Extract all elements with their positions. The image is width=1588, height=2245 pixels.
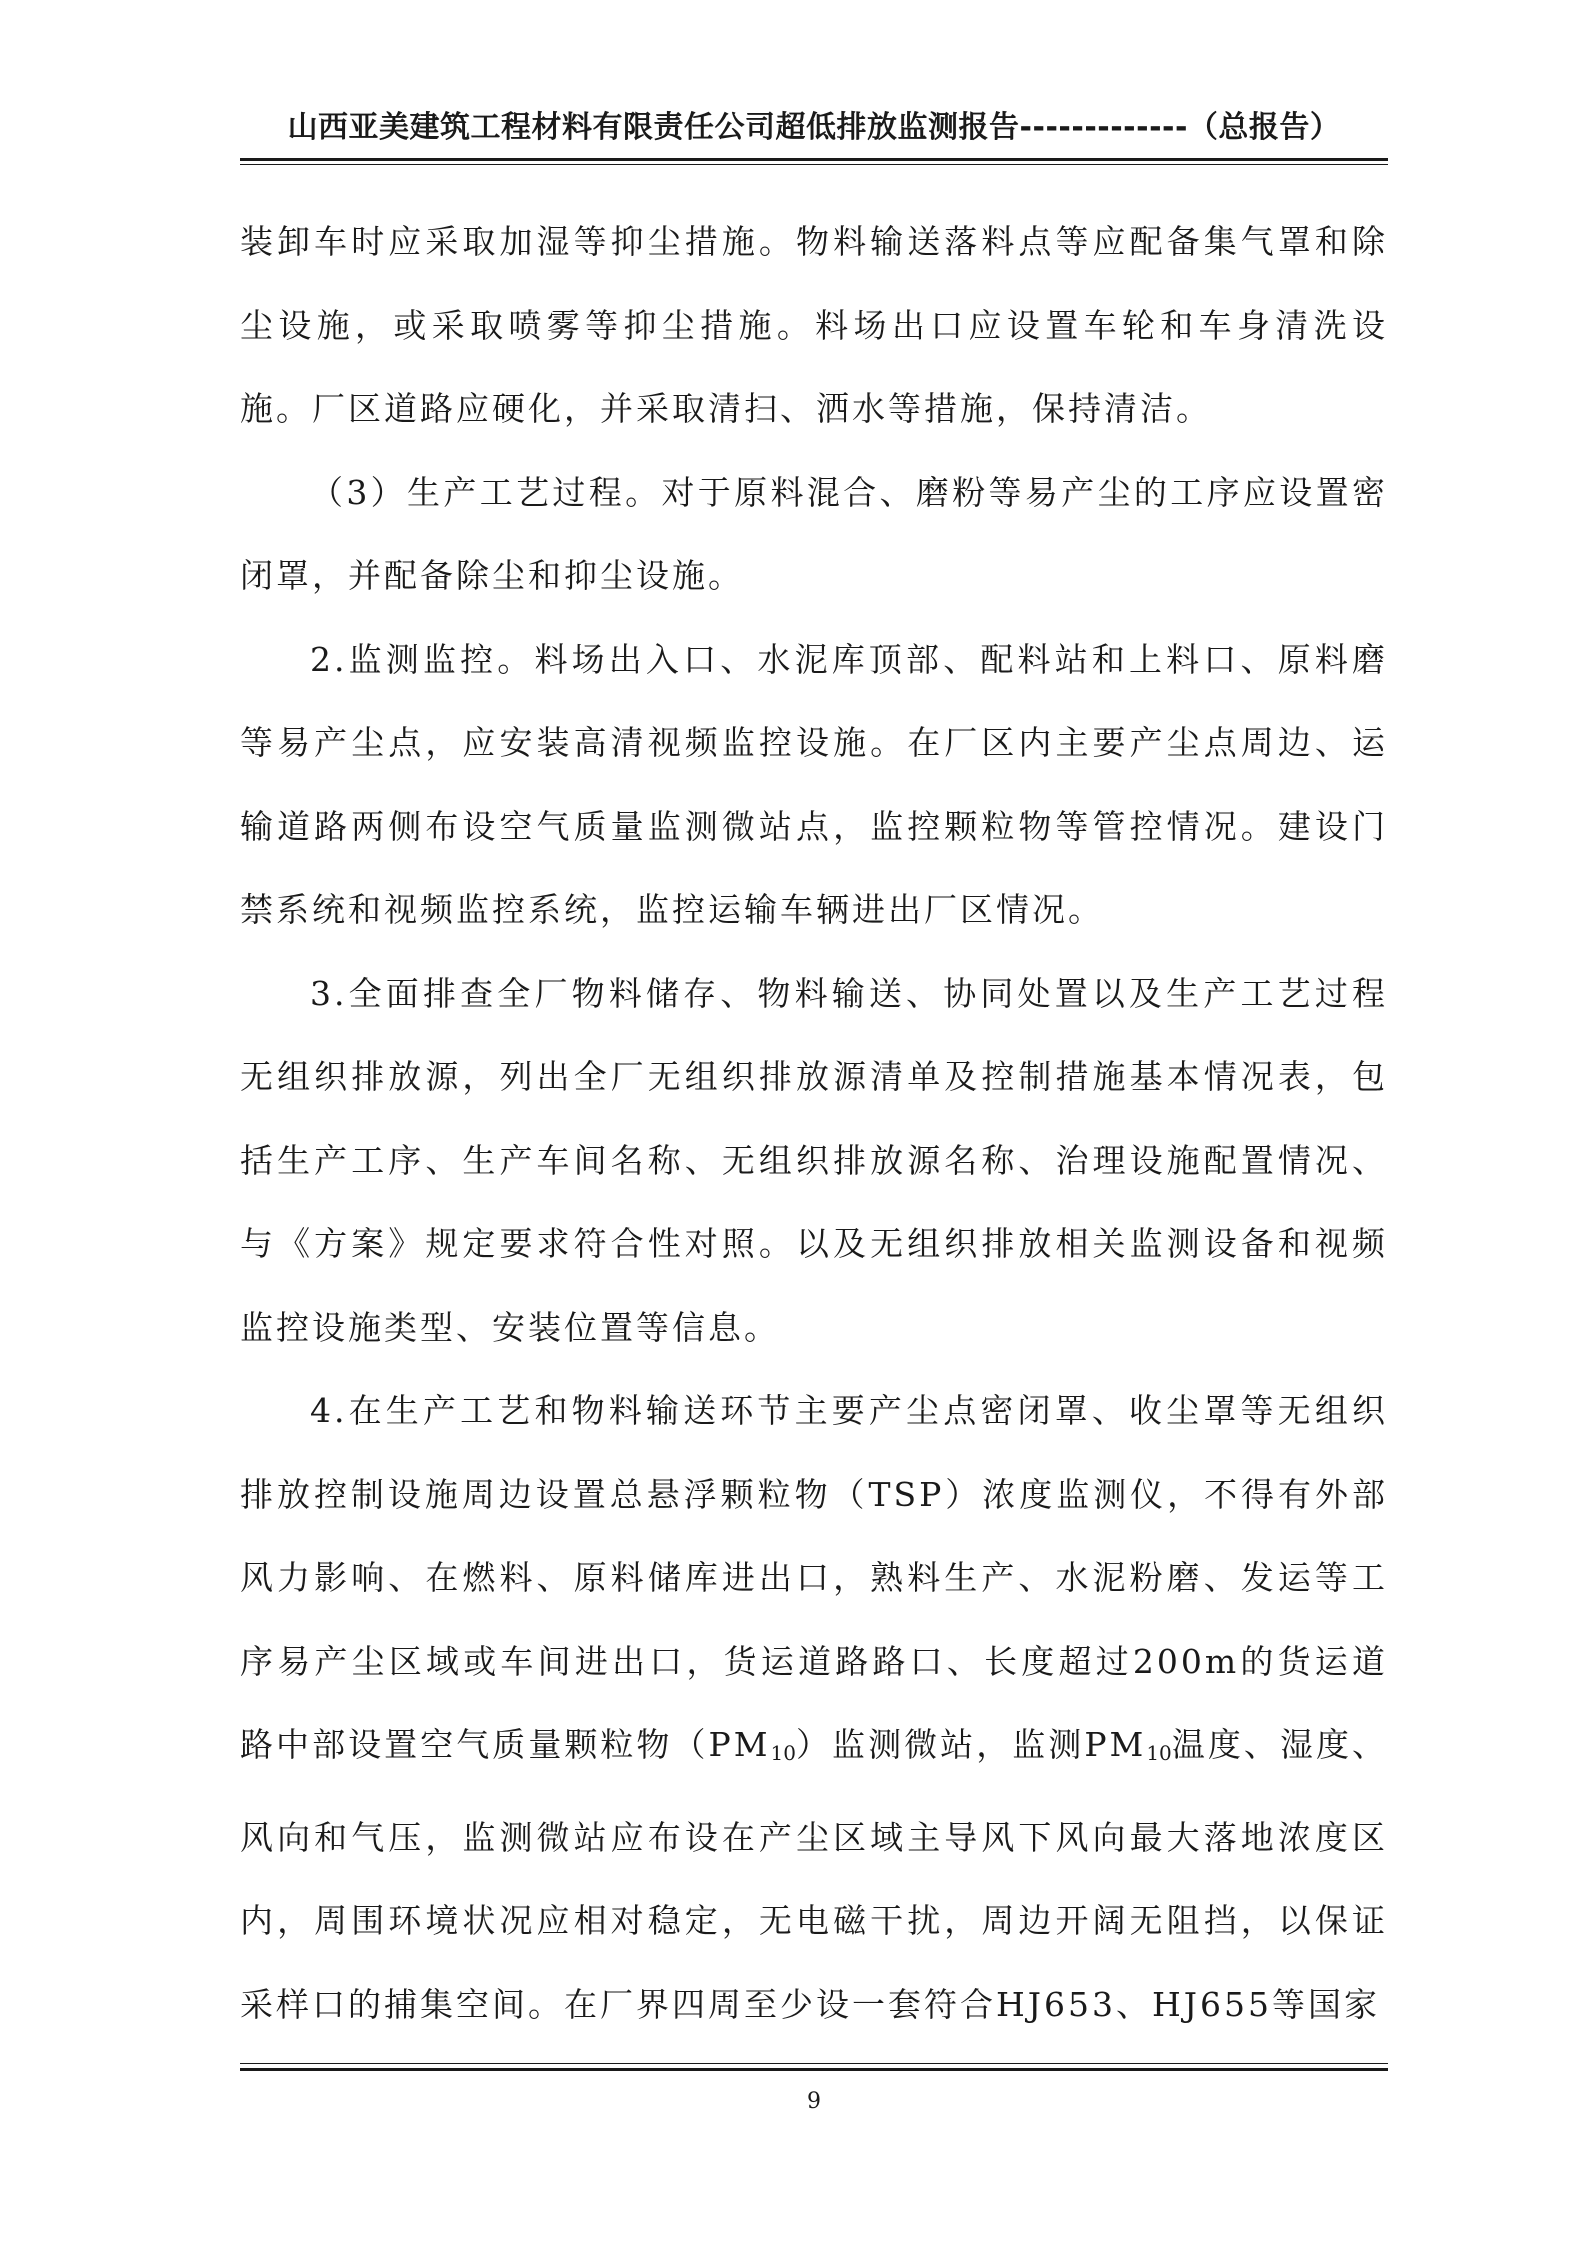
pm10-subscript-1: 10 — [770, 1741, 796, 1765]
page-header-title: 山西亚美建筑工程材料有限责任公司超低排放监测报告-------------（总报告） — [287, 110, 1341, 145]
header-rule-thin — [240, 164, 1388, 165]
paragraph-3: 2.监测监控。料场出入口、水泥库顶部、配料站和上料口、原料磨等易产尘点，应安装高清视频监控设施。在厂区内主要产尘点周边、运输道路两侧布设空气质量监测微站点，监控颗粒物等管控情况。建设门禁系统和视频监控系统，监控运输车辆进出厂区情况。 — [240, 639, 1388, 929]
paragraph-1: 装卸车时应采取加湿等抑尘措施。物料输送落料点等应配备集气罩和除尘设施，或采取喷雾等抑尘措施。料场出口应设置车轮和车身清洗设施。厂区道路应硬化，并采取清扫、洒水等措施，保持清洁。 — [240, 222, 1388, 428]
paragraph-5-part-c: 温度、湿度、风向和气压，监测微站应布设在产尘区域主导风下风向最大落地浓度区内，周围环境状况应相对稳定，无电磁干扰，周边开阔无阻挡，以保证采样口的捕集空间。在厂界四周至少设一套符合HJ653、HJ655等国家 — [240, 1725, 1389, 2024]
footer-rule-thick — [240, 2068, 1388, 2071]
paragraph-5-part-b: ）监测微站，监测PM — [795, 1725, 1147, 1764]
footer-rule-thin — [240, 2063, 1388, 2064]
page-number: 9 — [807, 2089, 821, 2114]
header-rule-thick — [240, 158, 1388, 161]
paragraph-4: 3.全面排查全厂物料储存、物料输送、协同处置以及生产工艺过程无组织排放源，列出全厂无组织排放源清单及控制措施基本情况表，包括生产工序、生产车间名称、无组织排放源名称、治理设施配置情况、与《方案》规定要求符合性对照。以及无组织排放相关监测设备和视频监控设施类型、安装位置等信息。 — [240, 973, 1388, 1347]
paragraph-2: （3）生产工艺过程。对于原料混合、磨粉等易产尘的工序应设置密闭罩，并配备除尘和抑尘设施。 — [240, 472, 1388, 595]
paragraph-5 — [240, 1369, 1388, 2046]
document-body — [240, 200, 1388, 2046]
pm10-subscript-2: 10 — [1146, 1741, 1172, 1765]
paragraph-5-part-a: 4.在生产工艺和物料输送环节主要产尘点密闭罩、收尘罩等无组织排放控制设施周边设置总悬浮颗粒物（TSP）浓度监测仪，不得有外部风力影响、在燃料、原料储库进出口，熟料生产、水泥粉磨、发运等工序易产尘区域或车间进出口，货运道路路口、长度超过200m的货运道路中部设置空气质量颗粒物（PM — [240, 1391, 1388, 1764]
